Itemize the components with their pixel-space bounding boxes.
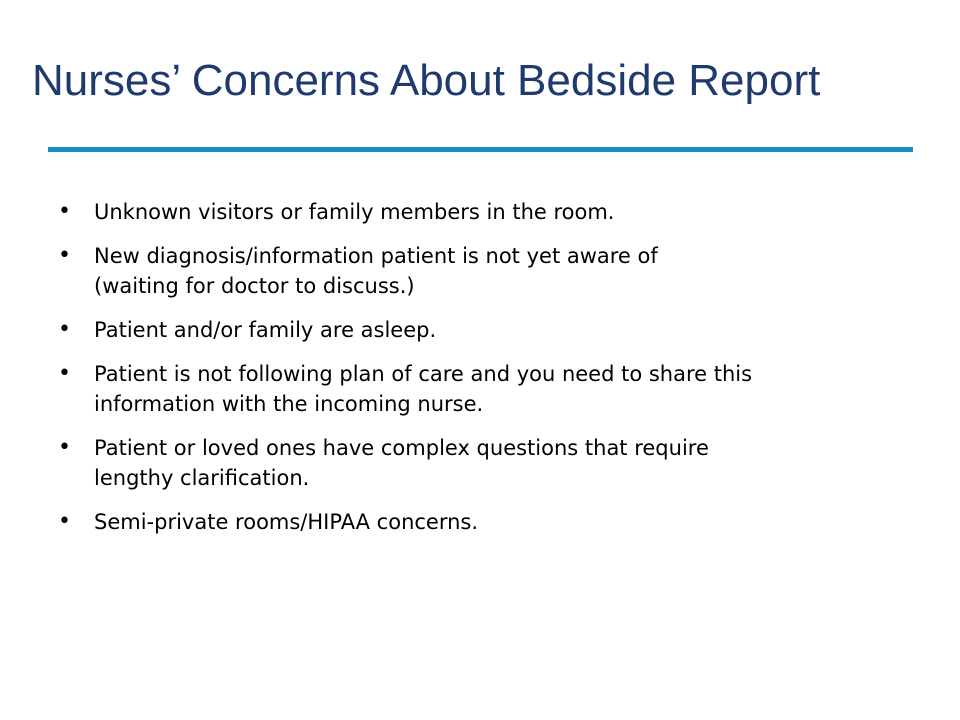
bullet-text-line: New diagnosis/information patient is not yet aware of xyxy=(94,244,658,268)
bullet-item xyxy=(56,197,936,227)
bullet-dot-icon: • xyxy=(58,361,71,386)
title-underline-rule xyxy=(48,147,913,152)
bullet-dot-icon: • xyxy=(58,243,71,268)
bullet-text-line: information with the incoming nurse. xyxy=(94,392,484,416)
slide-title: Nurses’ Concerns About Bedside Report xyxy=(32,56,821,105)
bullet-text-line: Patient is not following plan of care and you need to share this xyxy=(94,362,753,386)
bullet-text-line: Unknown visitors or family members in the room. xyxy=(94,200,615,224)
bullet-dot-icon: • xyxy=(58,199,71,224)
bullet-item xyxy=(56,315,936,345)
bullet-dot-icon: • xyxy=(58,435,71,460)
bullet-text-line: Semi-private rooms/HIPAA concerns. xyxy=(94,510,479,534)
bullet-item xyxy=(56,359,936,419)
bullet-text-line: (waiting for doctor to discuss.) xyxy=(94,274,415,298)
bullet-dot-icon: • xyxy=(58,317,71,342)
bullet-dot-icon: • xyxy=(58,509,71,534)
bullet-text-line: Patient or loved ones have complex questions that require xyxy=(94,436,709,460)
bullet-text-line: lengthy clarification. xyxy=(94,466,310,490)
bullet-item xyxy=(56,507,936,537)
bullet-item xyxy=(56,241,936,301)
bullet-text-line: Patient and/or family are asleep. xyxy=(94,318,437,342)
bullet-item xyxy=(56,433,936,493)
bullet-list xyxy=(56,197,936,551)
